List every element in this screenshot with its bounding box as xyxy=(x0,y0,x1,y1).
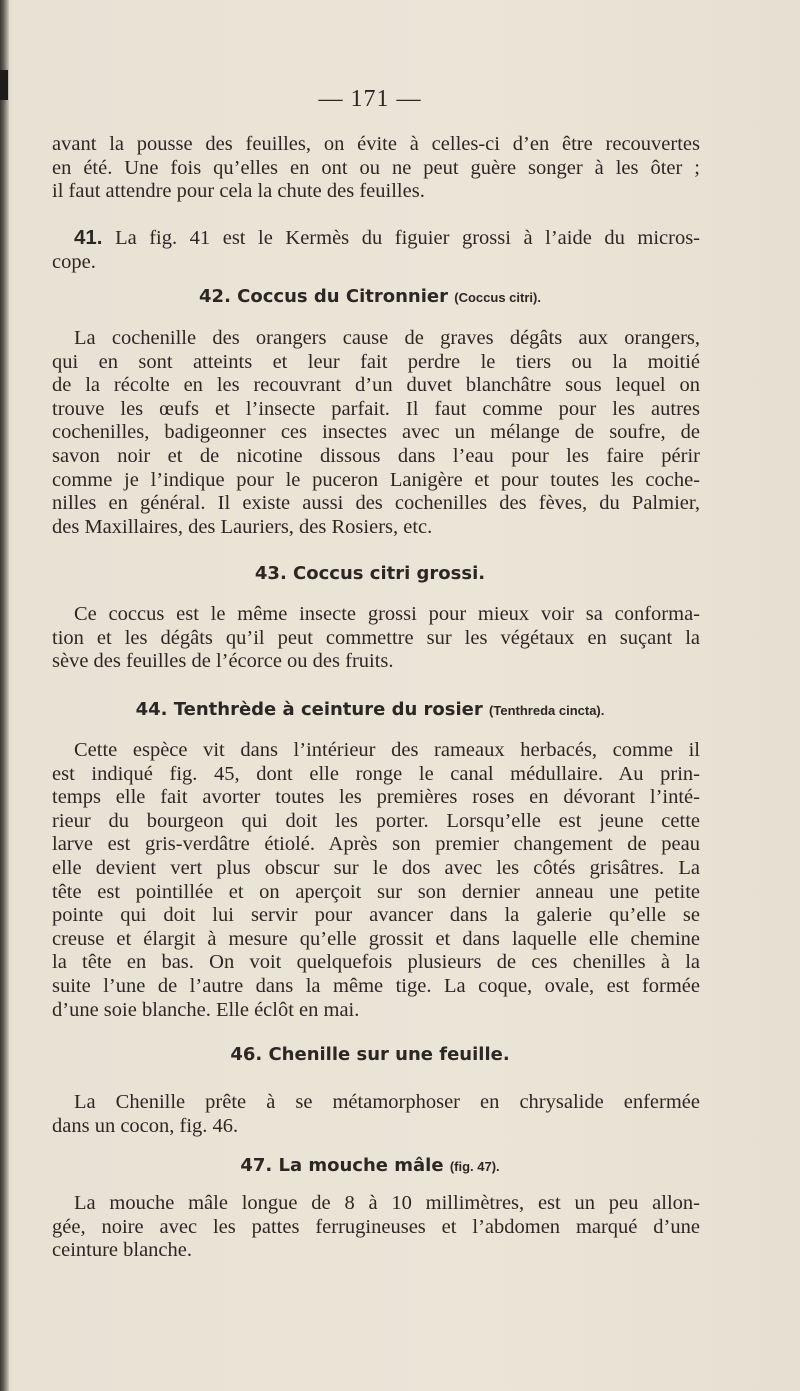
section-43-heading xyxy=(0,563,740,584)
text-line: La cochenille des orangers cause de graves dégâts aux orangers, xyxy=(74,327,700,349)
text-line: sève des feuilles de l’écorce ou des fruits. xyxy=(52,650,394,673)
section-number: 41. xyxy=(74,226,103,249)
heading-latin-name: (fig. 47). xyxy=(449,1159,500,1174)
text-line: Ce coccus est le même insecte grossi pour mieux voir sa conforma- xyxy=(74,603,700,625)
text-line: gée, noire avec les pattes ferrugineuses et l’abdomen marqué d’une xyxy=(52,1215,700,1238)
heading-text: 43. Coccus citri grossi. xyxy=(254,563,486,584)
heading-text: 47. La mouche mâle xyxy=(240,1155,444,1176)
text-line: est indiqué fig. 45, dont elle ronge le canal médullaire. Au prin- xyxy=(52,762,700,785)
text-line: suite l’une de l’autre dans la même tige. La coque, ovale, est formée xyxy=(52,974,700,997)
section-41-text: La fig. 41 est le Kermès du figuier grossi à l’aide du micros- xyxy=(115,227,701,249)
heading-text: 42. Coccus du Citronnier xyxy=(199,286,448,307)
section-47-heading xyxy=(0,1155,740,1176)
text-line xyxy=(52,226,700,251)
section-44-heading xyxy=(0,699,740,720)
text-line: La mouche mâle longue de 8 à 10 millimètres, est un peu allon- xyxy=(74,1192,700,1214)
text-line: nilles en général. Il existe aussi des cochenilles des fèves, du Palmier, xyxy=(52,492,700,515)
text-line: avant la pousse des feuilles, on évite à celles-ci d’en être recouvertes xyxy=(52,133,700,155)
text-line: creuse et élargit à mesure qu’elle grossit et dans laquelle elle chemine xyxy=(52,927,700,950)
text-line: de la récolte en les recouvrant d’un duvet blanchâtre sous lequel on xyxy=(52,374,700,397)
text-line: il faut attendre pour cela la chute des feuilles. xyxy=(52,180,425,203)
text-line: cochenilles, badigeonner ces insectes avec un mélange de soufre, de xyxy=(52,421,700,444)
heading-latin-name: (Coccus citri). xyxy=(454,290,541,305)
section-42-heading xyxy=(0,286,740,307)
text-line: pointe qui doit lui servir pour avancer dans la galerie qu’elle se xyxy=(52,904,700,927)
text-line: tête est pointillée et on aperçoit sur son dernier anneau une petite xyxy=(52,880,700,903)
heading-text: 44. Tenthrède à ceinture du rosier xyxy=(135,699,483,720)
text-line: des Maxillaires, des Lauriers, des Rosiers, etc. xyxy=(52,515,433,538)
section-46-heading xyxy=(0,1044,740,1065)
text-line: qui en sont atteints et leur fait perdre le tiers ou la moitié xyxy=(52,350,700,373)
text-line: en été. Une fois qu’elles en ont ou ne peut guère songer à les ôter ; xyxy=(52,156,700,179)
text-line: la tête en bas. On voit quelquefois plusieurs de ces chenilles à la xyxy=(52,951,700,974)
text-line: larve est gris-verdâtre étiolé. Après son premier changement de peau xyxy=(52,833,700,856)
section-47-body xyxy=(52,1192,700,1263)
text-line: Cette espèce vit dans l’intérieur des rameaux herbacés, comme il xyxy=(74,739,700,761)
page-spine-edge xyxy=(0,0,9,1391)
text-line: tion et les dégâts qu’il peut commettre sur les végétaux en suçant la xyxy=(52,626,700,649)
section-41 xyxy=(52,226,700,274)
text-line: trouve les œufs et l’insecte parfait. Il faut comme pour les autres xyxy=(52,397,700,420)
section-42-body xyxy=(52,327,700,539)
text-line: cope. xyxy=(52,250,96,273)
heading-latin-name: (Tenthreda cincta). xyxy=(489,703,605,718)
text-line: dans un cocon, fig. 46. xyxy=(52,1114,239,1137)
page-number: — 171 — xyxy=(318,86,422,112)
text-line: rieur du bourgeon qui doit les porter. Lorsqu’elle est jeune cette xyxy=(52,809,700,832)
section-43-body xyxy=(52,603,700,674)
text-line: La Chenille prête à se métamorphoser en chrysalide enfermée xyxy=(74,1091,700,1113)
heading-text: 46. Chenille sur une feuille. xyxy=(230,1044,510,1065)
text-line: savon noir et de nicotine dissous dans l’eau pour les faire périr xyxy=(52,444,700,467)
paragraph-intro xyxy=(52,133,700,204)
text-line: elle devient vert plus obscur sur le dos avec les côtés grisâtres. La xyxy=(52,856,700,879)
text-line: ceinture blanche. xyxy=(52,1239,193,1262)
text-line: d’une soie blanche. Elle éclôt en mai. xyxy=(52,998,360,1021)
text-line: temps elle fait avorter toutes les premières roses en dévorant l’inté- xyxy=(52,786,700,809)
section-44-body xyxy=(52,739,700,1022)
section-46-body xyxy=(52,1091,700,1138)
text-line: comme je l’indique pour le puceron Lanigère et pour toutes les coche- xyxy=(52,468,700,491)
